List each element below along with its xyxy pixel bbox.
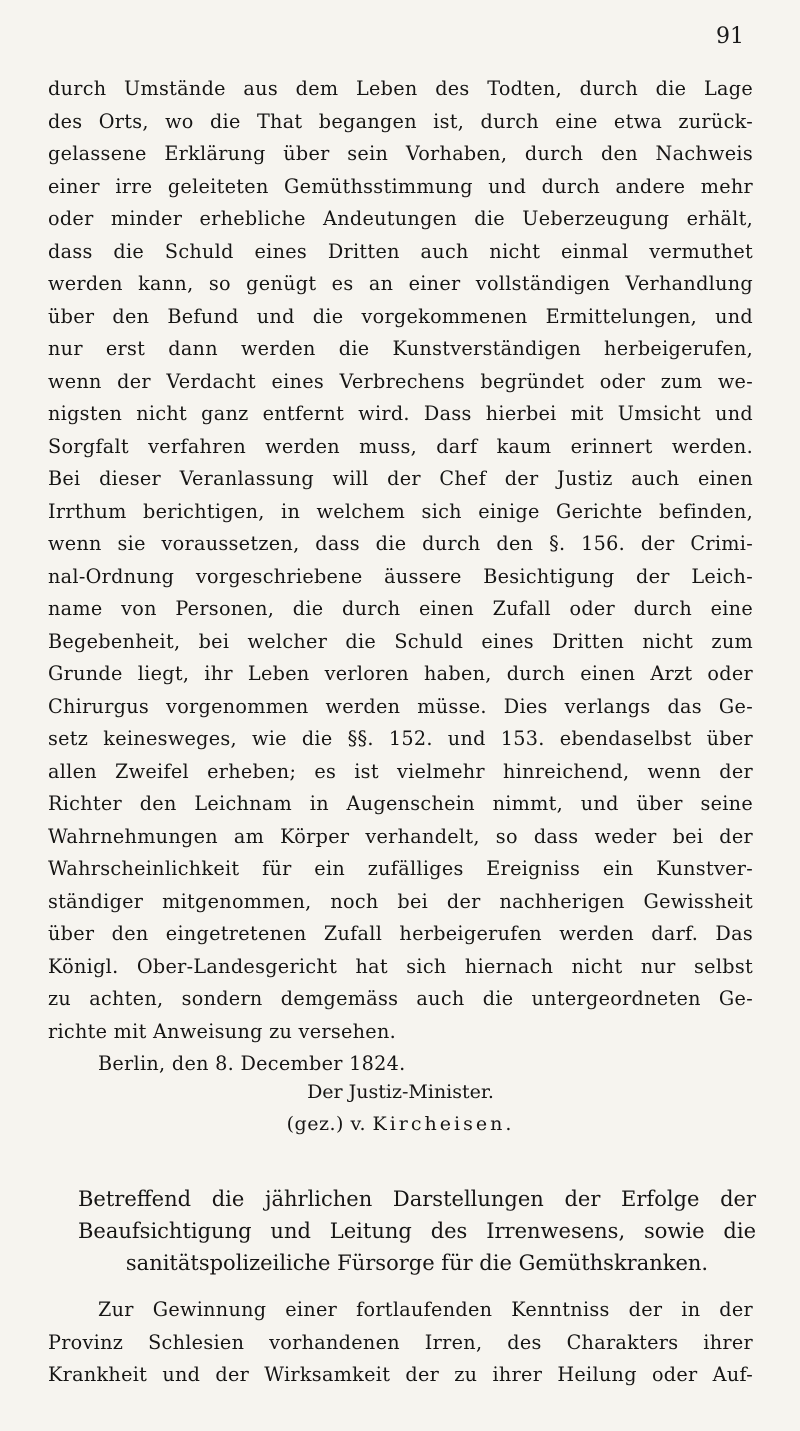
signature-title: Der Justiz-Minister. bbox=[307, 1081, 494, 1103]
text-line: ständiger mitgenommen, noch bei der nachherigen Gewissheit bbox=[48, 889, 753, 913]
text-line: Königl. Ober-Landesgericht hat sich hiernach nicht nur selbst bbox=[48, 954, 753, 978]
signature-name: Kircheisen. bbox=[372, 1113, 515, 1135]
text-line: oder minder erhebliche Andeutungen die Ueberzeugung erhält, bbox=[48, 207, 753, 230]
dateline: Berlin, den 8. December 1824. bbox=[98, 1052, 406, 1075]
text-line: einer irre geleiteten Gemüthsstimmung und durch andere mehr bbox=[48, 174, 753, 198]
text-line: richte mit Anweisung zu versehen. bbox=[48, 1019, 396, 1043]
text-line: Wahrscheinlichkeit für ein zufälliges Ereigniss ein Kunstver- bbox=[48, 857, 753, 880]
heading-line: sanitätspolizeiliche Fürsorge für die Gemüthskranken. bbox=[125, 1251, 709, 1275]
section-heading bbox=[78, 1183, 756, 1279]
text-line: dass die Schuld eines Dritten auch nicht einmal vermuthet bbox=[48, 239, 753, 263]
text-line: Provinz Schlesien vorhandenen Irren, des Charakters ihrer bbox=[48, 1330, 753, 1354]
text-line: Zur Gewinnung einer fortlaufenden Kenntniss der in der bbox=[98, 1298, 753, 1321]
heading-line: Betreffend die jährlichen Darstellungen der Erfolge der bbox=[78, 1187, 756, 1211]
text-line: gelassene Erklärung über sein Vorhaben, durch den Nachweis bbox=[48, 142, 753, 165]
paragraph-schlesien-text bbox=[48, 1294, 753, 1392]
text-line: name von Personen, die durch einen Zufall oder durch eine bbox=[48, 597, 753, 620]
text-line: Grunde liegt, ihr Leben verloren haben, durch einen Arzt oder bbox=[48, 662, 753, 685]
text-line: durch Umstände aus dem Leben des Todten, durch die Lage bbox=[48, 77, 753, 100]
signature-gez: (gez.) v. bbox=[286, 1113, 366, 1135]
text-line: Wahrnehmungen am Körper verhandelt, so dass weder bei der bbox=[48, 824, 753, 848]
text-line: Begebenheit, bei welcher die Schuld eines Dritten nicht zum bbox=[48, 629, 753, 653]
text-line: Krankheit und der Wirksamkeit der zu ihrer Heilung oder Auf- bbox=[48, 1363, 753, 1386]
text-line: werden kann, so genügt es an einer vollständigen Verhandlung bbox=[48, 272, 753, 295]
heading-line: Beaufsichtigung und Leitung des Irrenwesens, sowie die bbox=[78, 1219, 756, 1243]
paragraph-decree-text bbox=[48, 73, 753, 1081]
text-line: wenn sie voraussetzen, dass die durch den §. 156. der Crimi- bbox=[48, 532, 753, 555]
text-line: Sorgfalt verfahren werden muss, darf kaum erinnert werden. bbox=[48, 434, 753, 458]
text-line: setz keinesweges, wie die §§. 152. und 153. ebendaselbst über bbox=[48, 727, 753, 750]
text-line: über den eingetretenen Zufall herbeigerufen werden darf. Das bbox=[48, 922, 753, 945]
text-line: nur erst dann werden die Kunstverständigen herbeigerufen, bbox=[48, 337, 753, 360]
signature-block bbox=[48, 1113, 753, 1135]
text-line: wenn der Verdacht eines Verbrechens begründet oder zum we- bbox=[48, 369, 753, 393]
text-line: allen Zweifel erheben; es ist vielmehr hinreichend, wenn der bbox=[48, 759, 753, 783]
text-line: über den Befund und die vorgekommenen Ermittelungen, und bbox=[48, 304, 753, 328]
text-line: zu achten, sondern demgemäss auch die untergeordneten Ge- bbox=[48, 987, 753, 1010]
text-line: Irrthum berichtigen, in welchem sich einige Gerichte befinden, bbox=[48, 499, 753, 523]
text-line: Bei dieser Veranlassung will der Chef der Justiz auch einen bbox=[48, 467, 753, 490]
text-line: Chirurgus vorgenommen werden müsse. Dies verlangs das Ge- bbox=[48, 694, 753, 718]
text-line: Richter den Leichnam in Augenschein nimmt, und über seine bbox=[48, 792, 753, 815]
text-line: des Orts, wo die That begangen ist, durch eine etwa zurück- bbox=[48, 109, 753, 133]
text-line: nal-Ordnung vorgeschriebene äussere Besichtigung der Leich- bbox=[48, 564, 753, 588]
text-line: nigsten nicht ganz entfernt wird. Dass hierbei mit Umsicht und bbox=[48, 402, 753, 425]
page-number: 91 bbox=[716, 24, 744, 49]
